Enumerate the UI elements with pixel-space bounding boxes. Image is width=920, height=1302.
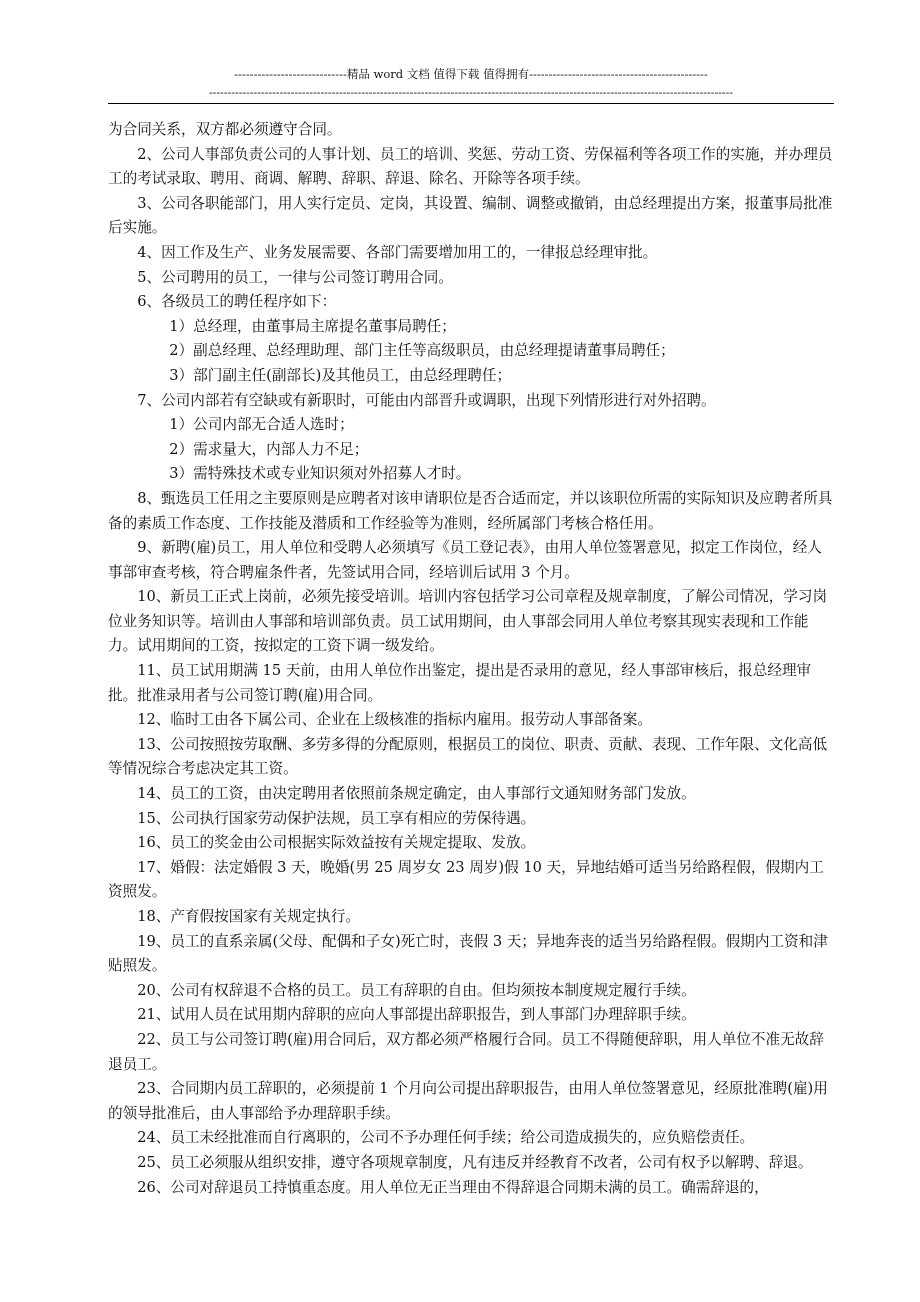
paragraph: 5、公司聘用的员工，一律与公司签订聘用合同。: [137, 268, 453, 286]
list-item: 2）需求量大，内部人力不足；: [169, 440, 369, 458]
page-header: [108, 66, 834, 104]
list-item: 3）需特殊技术或专业知识须对外招募人才时。: [169, 465, 471, 483]
header-dash-line: ---------------------------------------------------------------------------------------------------------------------------------------------: [208, 86, 734, 99]
list-item: 1）公司内部无合适人选时；: [169, 416, 354, 434]
paragraph: 20、公司有权辞退不合格的员工。员工有辞职的自由。但均须按本制度规定履行手续。: [137, 981, 696, 999]
paragraph: 22、员工与公司签订聘(雇)用合同后，双方都必须严格履行合同。员工不得随便辞职，用人单位不准无故辞退员工。: [108, 1030, 824, 1073]
paragraph: 14、员工的工资，由决定聘用者依照前条规定确定，由人事部行文通知财务部门发放。: [137, 785, 696, 803]
paragraph: 21、试用人员在试用期内辞职的应向人事部提出辞职报告，到人事部门办理辞职手续。: [137, 1006, 696, 1024]
paragraph: 11、员工试用期满 15 天前，由用人单位作出鉴定，提出是否录用的意见，经人事部审核后，报总经理审批。批准录用者与公司签订聘(雇)用合同。: [108, 662, 812, 704]
list-item: 2）副总经理、总经理助理、部门主任等高级职员，由总经理提请董事局聘任；: [169, 342, 675, 360]
list-item: 1）总经理，由董事局主席提名董事局聘任；: [169, 317, 456, 335]
paragraph: 2、公司人事部负责公司的人事计划、员工的培训、奖惩、劳动工资、劳保福利等各项工作的实施，并办理员工的考试录取、聘用、商调、解聘、辞职、辞退、除名、开除等各项手续。: [108, 145, 833, 188]
paragraph: 17、婚假：法定婚假 3 天，晚婚(男 25 周岁女 23 周岁)假 10 天，异地结婚可适当另给路程假，假期内工资照发。: [108, 858, 824, 901]
paragraph: 12、临时工由各下属公司、企业在上级核准的指标内雇用。报劳动人事部备案。: [137, 711, 652, 729]
paragraph: 24、员工未经批准而自行离职的，公司不予办理任何手续；给公司造成损失的，应负赔偿责任。: [137, 1129, 755, 1147]
paragraph: 为合同关系，双方都必须遵守合同。: [108, 121, 342, 138]
paragraph: 10、新员工正式上岗前，必须先接受培训。培训内容包括学习公司章程及规章制度，了解公司情况，学习岗位业务知识等。培训由人事部和培训部负责。员工试用期间，由人事部会同用人单位考察其现实表现和工作能力。试用期间的工资，按拟定的工资下调一级发给。: [108, 588, 828, 655]
paragraph: 25、员工必须服从组织安排，遵守各项规章制度，凡有违反并经教育不改者，公司有权予以解聘、辞退。: [137, 1153, 813, 1171]
paragraph: 7、公司内部若有空缺或有新职时，可能由内部晋升或调职，出现下列情形进行对外招聘。: [137, 391, 716, 409]
list-item: 3）部门副主任(副部长)及其他员工，由总经理聘任；: [169, 366, 512, 384]
paragraph: 4、因工作及生产、业务发展需要、各部门需要增加用工的，一律报总经理审批。: [137, 243, 658, 261]
document-body: [108, 118, 836, 1200]
paragraph: 3、公司各职能部门，用人实行定员、定岗，其设置、编制、调整或撤销，由总经理提出方案，报董事局批准后实施。: [108, 194, 833, 237]
paragraph: 23、合同期内员工辞职的，必须提前 1 个月向公司提出辞职报告，由用人单位签署意见，经原批准聘(雇)用的领导批准后，由人事部给予办理辞职手续。: [108, 1080, 828, 1122]
paragraph: 9、新聘(雇)员工，用人单位和受聘人必须填写《员工登记表》，由用人单位签署意见，拟定工作岗位，经人事部审查考核，符合聘雇条件者，先签试用合同，经培训后试用 3 个月。: [108, 539, 822, 581]
paragraph: 19、员工的直系亲属(父母、配偶和子女)死亡时，丧假 3 天；异地奔丧的适当另给路程假。假期内工资和津贴照发。: [108, 932, 828, 975]
paragraph: 13、公司按照按劳取酬、多劳多得的分配原则，根据员工的岗位、职责、贡献、表现、工作年限、文化高低等情况综合考虑决定其工资。: [108, 735, 828, 778]
paragraph: 26、公司对辞退员工持慎重态度。用人单位无正当理由不得辞退合同期未满的员工。确需辞退的，: [137, 1178, 769, 1196]
paragraph: 8、甄选员工任用之主要原则是应聘者对该申请职位是否合适而定，并以该职位所需的实际知识及应聘者所具备的素质工作态度、工作技能及潜质和工作经验等为准则，经所属部门考核合格任用。: [108, 489, 833, 532]
header-rule: [108, 103, 834, 104]
paragraph: 15、公司执行国家劳动保护法规，员工享有相应的劳保待遇。: [137, 809, 536, 827]
paragraph: 6、各级员工的聘任程序如下：: [137, 293, 337, 311]
header-banner-text: -----------------------------精品 word 文档 值得下载 值得拥有----------------------------------------------: [234, 67, 708, 81]
paragraph: 16、员工的奖金由公司根据实际效益按有关规定提取、发放。: [137, 834, 536, 852]
paragraph: 18、产育假按国家有关规定执行。: [137, 908, 361, 925]
